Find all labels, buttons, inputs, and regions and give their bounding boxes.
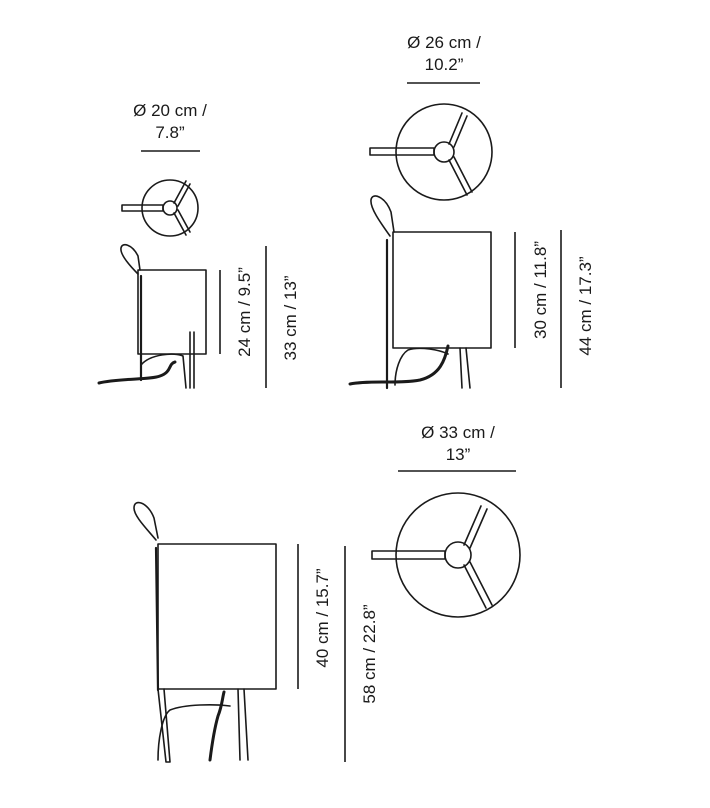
large-shade-height-label: 40 cm / 15.7”: [313, 568, 332, 668]
medium-diameter-label-line2: 10.2”: [424, 55, 464, 74]
small-diameter-label-line2: 7.8”: [155, 123, 185, 142]
small-lamp-top-view: [122, 180, 198, 236]
large-lamp: [134, 423, 520, 762]
large-total-height-label: 58 cm / 22.8”: [360, 604, 379, 704]
large-lamp-top-view: [372, 493, 520, 617]
large-diameter-label-line1: Ø 33 cm /: [421, 423, 495, 442]
small-lamp-side-view: [99, 245, 206, 388]
small-total-height-label: 33 cm / 13”: [281, 275, 300, 361]
small-lamp: [99, 101, 300, 388]
medium-lamp-top-view: [370, 104, 492, 200]
medium-total-height-label: 44 cm / 17.3”: [576, 256, 595, 356]
large-diameter-label-line2: 13”: [445, 445, 471, 464]
medium-shade-height-label: 30 cm / 11.8”: [531, 241, 550, 339]
medium-lamp: [350, 33, 595, 388]
medium-diameter-label-line1: Ø 26 cm /: [407, 33, 481, 52]
large-lamp-side-view: [134, 503, 276, 762]
small-diameter-label-line1: Ø 20 cm /: [133, 101, 207, 120]
medium-lamp-side-view: [350, 196, 491, 388]
small-shade-height-label: 24 cm / 9.5”: [235, 267, 254, 357]
